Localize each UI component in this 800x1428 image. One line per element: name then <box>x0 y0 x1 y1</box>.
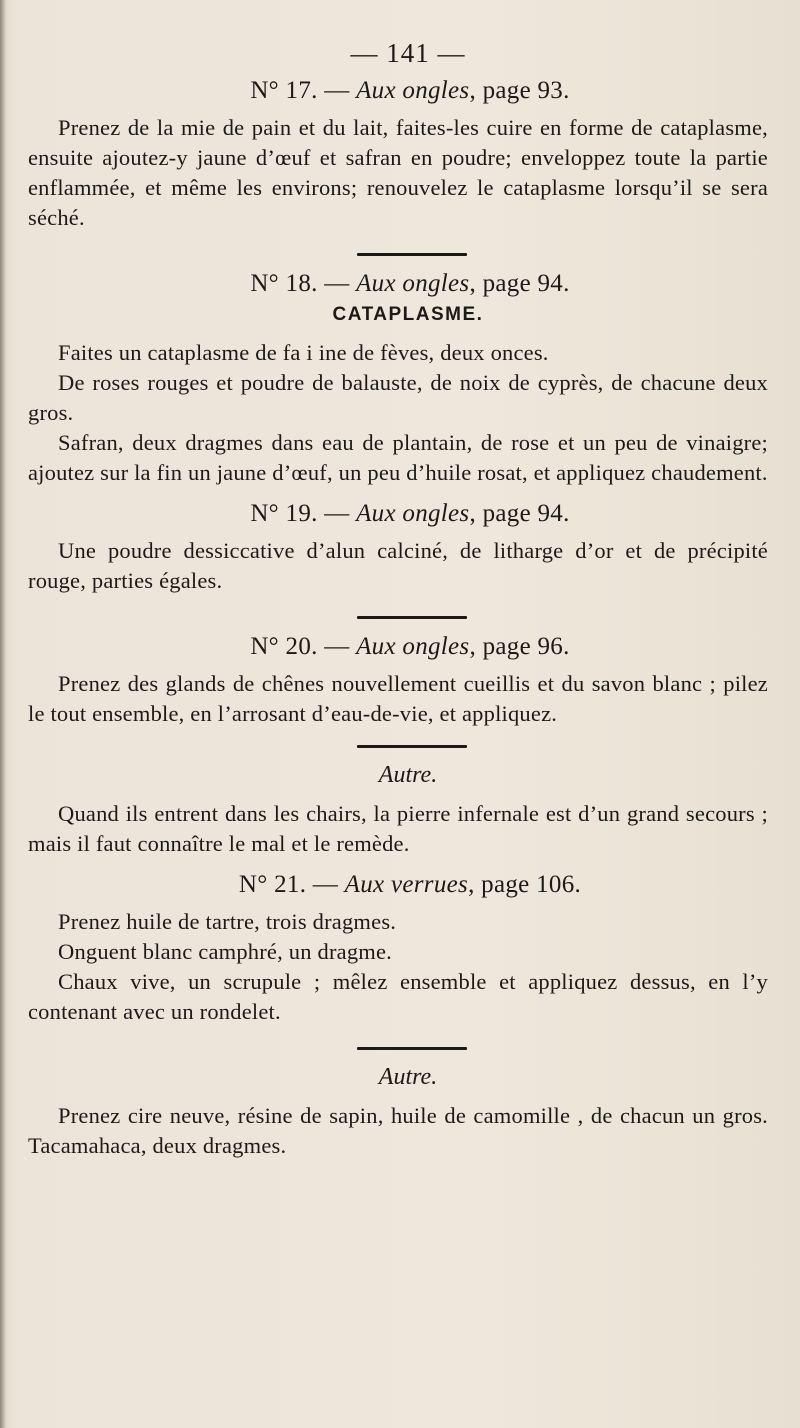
heading-page-ref: , page 94. <box>469 500 570 527</box>
heading-page-ref: , page 94. <box>469 270 570 297</box>
entry-paragraph: Quand ils entrent dans les chairs, la pierre infernale est d’un grand secours ; mais il faut connaître le mal et le remède. <box>28 801 768 856</box>
heading-topic: Aux ongles <box>356 270 470 297</box>
heading-topic: Aux ongles <box>356 77 470 104</box>
heading-number: N° 21. — <box>238 871 345 898</box>
entry-autre-2 <box>28 1064 768 1161</box>
autre-heading: Autre. <box>378 1064 438 1090</box>
page-content <box>28 38 768 1161</box>
section-divider <box>357 745 467 748</box>
entry-20 <box>28 633 768 729</box>
heading-topic: Aux verrues <box>344 871 469 898</box>
entry-paragraph: Prenez de la mie de pain et du lait, faites-les cuire en forme de cataplasme, ensuite ajoutez-y jaune d’œuf et safran en poudre; enveloppez toute la partie enflammée, et même les environs; renouvelez le cataplasme lorsqu’il se sera séché. <box>28 115 768 230</box>
entry-paragraph: De roses rouges et poudre de balauste, de noix de cyprès, de chacune deux gros. <box>28 370 768 425</box>
entry-18 <box>28 270 768 488</box>
heading-page-ref: , page 93. <box>469 77 570 104</box>
section-divider <box>357 253 467 256</box>
entry-paragraph: Faites un cataplasme de fa i ine de fèves, deux onces. <box>58 340 549 365</box>
entry-heading <box>28 871 768 899</box>
heading-number: N° 17. — <box>250 77 357 104</box>
entry-paragraph: Onguent blanc camphré, un dragme. <box>58 939 392 964</box>
entry-paragraph: Prenez cire neuve, résine de sapin, huile de camomille , de chacun un gros. Tacamahaca, deux dragmes. <box>28 1103 768 1158</box>
heading-number: N° 20. — <box>250 633 357 660</box>
entry-paragraph: Prenez des glands de chênes nouvellement cueillis et du savon blanc ; pilez le tout ensemble, en l’arrosant d’eau-de-vie, et appliquez. <box>28 671 768 726</box>
entry-21 <box>28 871 768 1027</box>
entry-paragraph: Safran, deux dragmes dans eau de plantain, de rose et un peu de vinaigre; ajoutez sur la fin un jaune d’œuf, un peu d’huile rosat, et appliquez chaudement. <box>28 430 768 485</box>
entry-17 <box>28 77 768 233</box>
entry-heading <box>28 633 768 661</box>
entry-heading <box>28 270 768 298</box>
heading-topic: Aux ongles <box>356 633 470 660</box>
heading-number: N° 19. — <box>250 500 357 527</box>
section-divider <box>357 616 467 619</box>
autre-heading: Autre. <box>378 762 438 788</box>
heading-topic: Aux ongles <box>356 500 470 527</box>
heading-page-ref: , page 96. <box>469 633 570 660</box>
entry-paragraph: Chaux vive, un scrupule ; mêlez ensemble et appliquez dessus, en l’y contenant avec un rondelet. <box>28 969 768 1024</box>
page-number: — 141 — <box>350 38 466 68</box>
entry-subtitle: CATAPLASME. <box>332 304 484 325</box>
entry-paragraph: Prenez huile de tartre, trois dragmes. <box>58 909 397 934</box>
entry-19 <box>28 500 768 596</box>
entry-paragraph: Une poudre dessiccative d’alun calciné, de litharge d’or et de précipité rouge, parties égales. <box>28 538 768 593</box>
page-edge-shadow <box>0 0 6 1428</box>
heading-number: N° 18. — <box>250 270 357 297</box>
entry-heading <box>28 77 768 105</box>
heading-page-ref: , page 106. <box>468 871 582 898</box>
section-divider <box>357 1047 467 1050</box>
entry-autre-1 <box>28 762 768 859</box>
entry-heading <box>28 500 768 528</box>
